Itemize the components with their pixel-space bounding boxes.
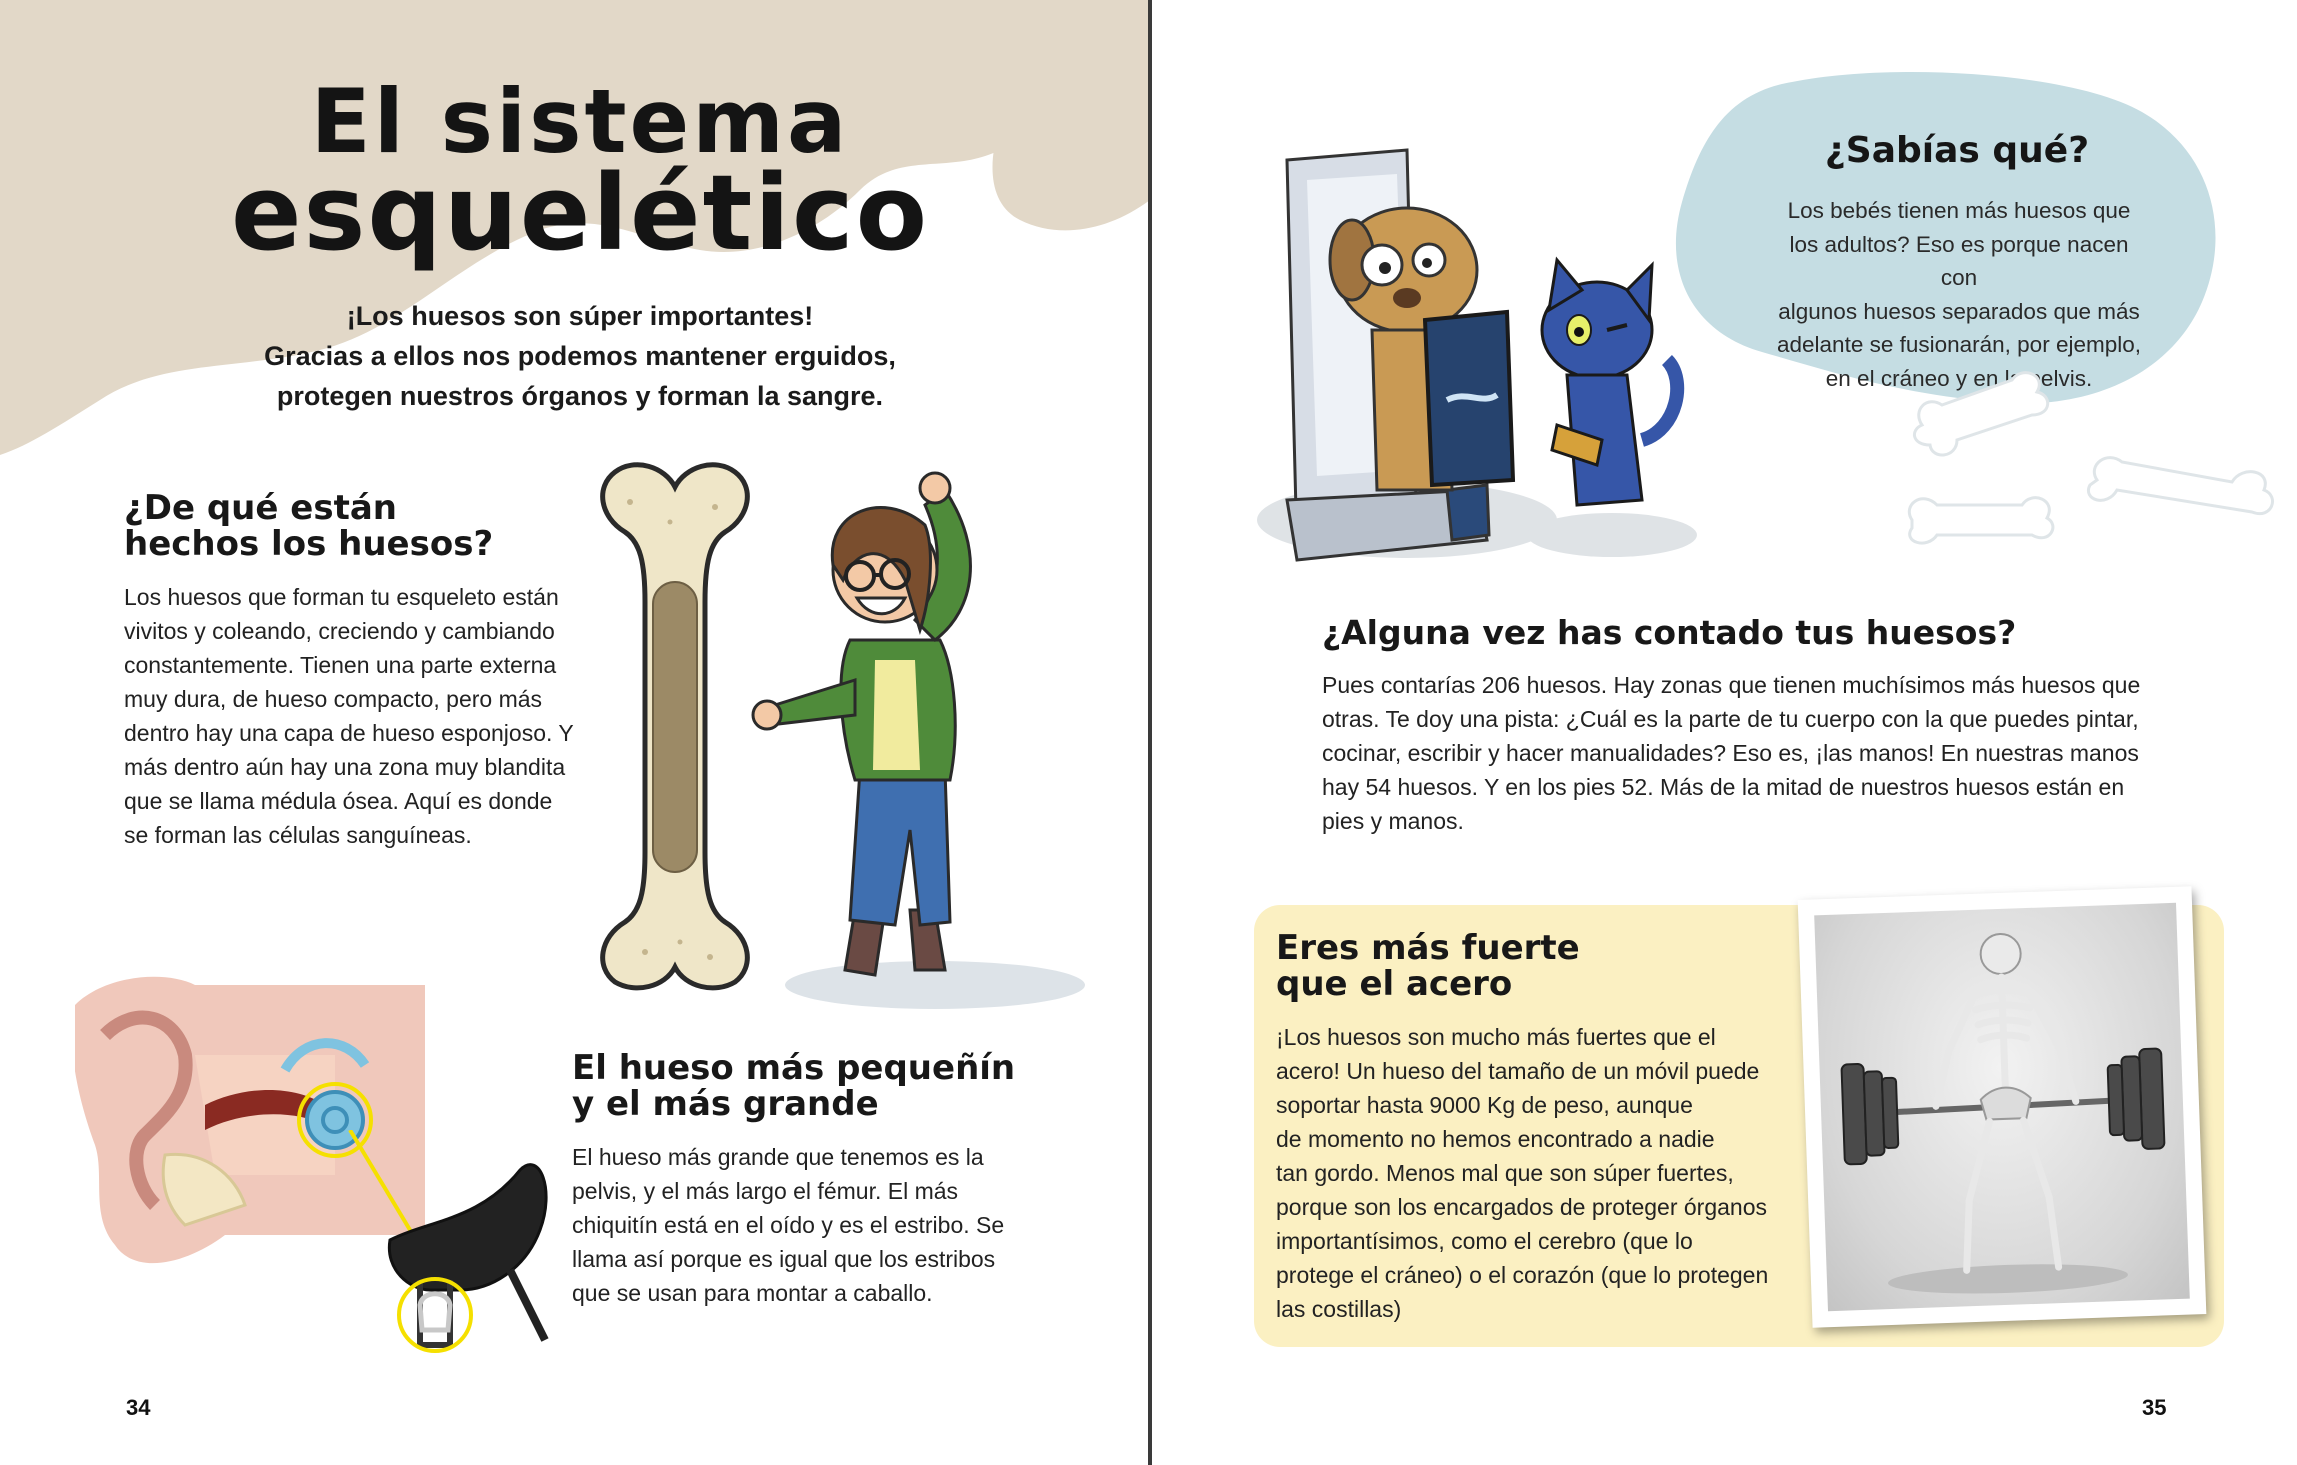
femur-bone-illustration xyxy=(585,462,765,992)
body-line: las costillas) xyxy=(1276,1296,1402,1322)
fact-line: Los bebés tienen más huesos que xyxy=(1787,198,2131,223)
title-line-2: esquelético xyxy=(230,151,930,274)
dog-xray-cat-illustration xyxy=(1257,140,1697,580)
body-line: dentro hay una capa de hueso esponjoso. Y xyxy=(124,720,574,746)
body-line: soportar hasta 9000 Kg de peso, aunque xyxy=(1276,1092,1693,1118)
body-line: pies y manos. xyxy=(1322,808,1464,834)
body-line: El hueso más grande que tenemos es la xyxy=(572,1144,984,1170)
section-heading-bones-made-of xyxy=(124,490,493,562)
body-line: vivitos y coleando, creciendo y cambiando xyxy=(124,618,555,644)
decorative-bones xyxy=(1892,370,2292,570)
fact-line: los adultos? Eso es porque nacen con xyxy=(1789,231,2129,290)
body-line: se forman las células sanguíneas. xyxy=(124,822,472,848)
page-title xyxy=(200,70,960,274)
body-line: constantemente. Tienen una parte externa xyxy=(124,652,557,678)
section-heading-smallest-largest xyxy=(572,1050,1015,1122)
intro-text xyxy=(180,296,980,416)
fact-line: algunos huesos separados que más xyxy=(1778,298,2140,324)
page-number-left: 34 xyxy=(126,1395,151,1420)
skeleton-weightlifting-photo xyxy=(1798,886,2207,1327)
heading-line: y el más grande xyxy=(572,1084,879,1124)
skeleton-lifting-barbell-image xyxy=(1814,903,2190,1311)
heading-line: Eres más fuerte xyxy=(1276,928,1580,968)
section-body-stronger-than-steel xyxy=(1276,1020,1806,1326)
fact-line: en el cráneo y en la pelvis. xyxy=(1825,365,2093,391)
intro-line: ¡Los huesos son súper importantes! xyxy=(346,301,814,331)
body-line: de momento no hemos encontrado a nadie xyxy=(1276,1126,1715,1152)
section-heading-count-bones: ¿Alguna vez has contado tus huesos? xyxy=(1322,613,2017,652)
body-line: que se llama médula ósea. Aquí es donde xyxy=(124,788,553,814)
teacher-character-illustration xyxy=(745,470,1085,1020)
intro-line: Gracias a ellos nos podemos mantener erguidos, xyxy=(264,341,896,371)
body-line: muy dura, de hueso compacto, pero más xyxy=(124,686,543,712)
title-line-1: El sistema xyxy=(310,70,850,173)
section-heading-stronger-than-steel xyxy=(1276,930,1580,1002)
intro-line: protegen nuestros órganos y forman la sangre. xyxy=(276,381,884,411)
heading-line: hechos los huesos? xyxy=(124,524,494,564)
body-line: chiquitín está en el oído y es el estribo. Se xyxy=(572,1212,1005,1238)
body-line: acero! Un hueso del tamaño de un móvil puede xyxy=(1276,1058,1760,1084)
body-line: Los huesos que forman tu esqueleto están xyxy=(124,584,559,610)
heading-line: El hueso más pequeñín xyxy=(572,1048,1016,1088)
fact-line: adelante se fusionarán, por ejemplo, xyxy=(1777,332,2141,357)
fact-text xyxy=(1774,194,2144,395)
body-line: otras. Te doy una pista: ¿Cuál es la parte de tu cuerpo con la que puedes pintar, xyxy=(1322,706,2139,732)
section-body-count-bones xyxy=(1322,668,2202,838)
saddle-stirrup-illustration xyxy=(330,1130,560,1360)
page-number-right: 35 xyxy=(2142,1395,2167,1420)
body-line: cocinar, escribir y hacer manualidades? Eso es, ¡las manos! En nuestras manos xyxy=(1322,740,2139,766)
body-line: protege el cráneo) o el corazón (que lo protegen xyxy=(1276,1262,1769,1288)
fact-title: ¿Sabías qué? xyxy=(1824,130,2090,171)
photo-image xyxy=(1814,903,2190,1311)
body-line: tan gordo. Menos mal que son súper fuertes, xyxy=(1276,1160,1734,1186)
body-line: Pues contarías 206 huesos. Hay zonas que tienen muchísimos más huesos que xyxy=(1322,672,2141,698)
body-line: hay 54 huesos. Y en los pies 52. Más de la mitad de nuestros huesos están en xyxy=(1322,774,2125,800)
body-line: pelvis, y el más largo el fémur. El más xyxy=(572,1178,959,1204)
heading-line: ¿De qué están xyxy=(124,488,397,528)
body-line: que se usan para montar a caballo. xyxy=(572,1280,933,1306)
body-line: llama así porque es igual que los estribos xyxy=(572,1246,996,1272)
section-body-bones-made-of xyxy=(124,580,624,852)
body-line: ¡Los huesos son mucho más fuertes que el xyxy=(1276,1024,1716,1050)
body-line: más dentro aún hay una zona muy blandita xyxy=(124,754,566,780)
right-page xyxy=(1152,0,2297,1465)
heading-line: que el acero xyxy=(1276,964,1513,1004)
section-body-smallest-largest xyxy=(572,1140,1072,1310)
body-line: porque son los encargados de proteger órganos xyxy=(1276,1194,1768,1220)
body-line: importantísimos, como el cerebro (que lo xyxy=(1276,1228,1693,1254)
